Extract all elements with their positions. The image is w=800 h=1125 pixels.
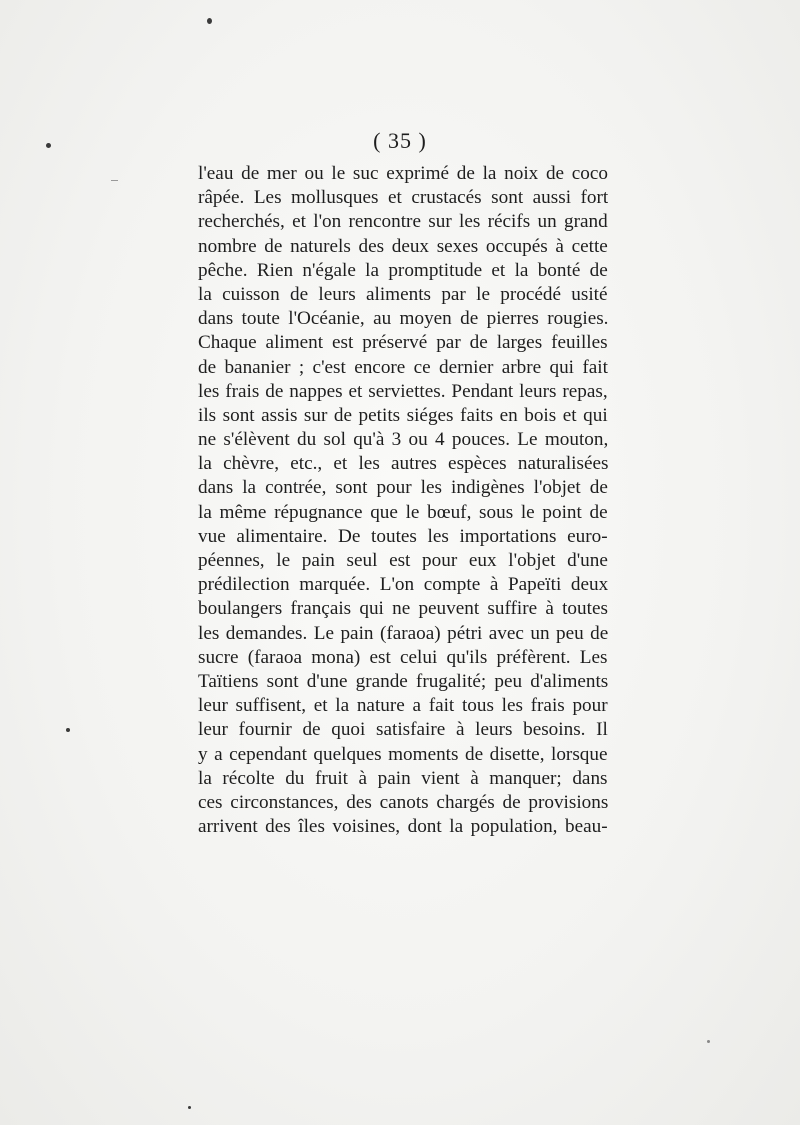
text-line: arrivent des îles voisines, dont la population, beau- <box>198 816 608 838</box>
text-line: la même répugnance que le bœuf, sous le point de <box>198 501 608 523</box>
text-line: de bananier ; c'est encore ce dernier arbre qui fait <box>198 356 608 378</box>
text-line: la cuisson de leurs aliments par le procédé usité <box>198 283 608 305</box>
text-line: ils sont assis sur de petits siéges faits en bois et qui <box>198 404 608 426</box>
text-line: dans toute l'Océanie, au moyen de pierres rougies. <box>198 308 608 330</box>
text-line: sucre (faraoa mona) est celui qu'ils préfèrent. Les <box>198 646 608 668</box>
text-line: l'eau de mer ou le suc exprimé de la noix de coco <box>198 163 608 184</box>
scan-speck <box>111 180 118 181</box>
body-text <box>198 162 608 839</box>
page-number: ( 35 ) <box>373 128 427 153</box>
text-line: ne s'élèvent du sol qu'à 3 ou 4 pouces. Le mouton, <box>198 429 608 451</box>
scan-speck <box>66 728 70 732</box>
text-line: dans la contrée, sont pour les indigènes l'objet de <box>198 477 608 499</box>
text-line: leur fournir de quoi satisfaire à leurs besoins. Il <box>198 719 608 741</box>
text-line: prédilection marquée. L'on compte à Papeïti deux <box>198 574 608 596</box>
text-line: nombre de naturels des deux sexes occupés à cette <box>198 235 608 257</box>
text-line: pêche. Rien n'égale la promptitude et la bonté de <box>198 259 608 281</box>
text-line: y a cependant quelques moments de disette, lorsque <box>198 743 608 765</box>
text-line: ces circonstances, des canots chargés de provisions <box>198 791 608 813</box>
text-line: les frais de nappes et serviettes. Pendant leurs repas, <box>198 380 608 402</box>
text-line: leur suffisent, et la nature a fait tous les frais pour <box>198 695 608 717</box>
scan-speck <box>207 18 212 24</box>
text-line: recherchés, et l'on rencontre sur les récifs un grand <box>198 211 608 233</box>
scan-speck <box>188 1106 191 1109</box>
text-line: la chèvre, etc., et les autres espèces naturalisées <box>198 453 608 475</box>
text-line: Chaque aliment est préservé par de larges feuilles <box>198 332 608 354</box>
text-line: râpée. Les mollusques et crustacés sont aussi fort <box>198 187 608 209</box>
text-line: Taïtiens sont d'une grande frugalité; peu d'aliments <box>198 670 608 692</box>
text-line: péennes, le pain seul est pour eux l'objet d'une <box>198 550 608 571</box>
text-line: boulangers français qui ne peuvent suffire à toutes <box>198 598 608 620</box>
text-line: vue alimentaire. De toutes les importations euro- <box>198 525 608 547</box>
scan-speck <box>707 1040 710 1043</box>
text-line: la récolte du fruit à pain vient à manquer; dans <box>198 767 608 789</box>
text-line: les demandes. Le pain (faraoa) pétri avec un peu de <box>198 622 608 644</box>
